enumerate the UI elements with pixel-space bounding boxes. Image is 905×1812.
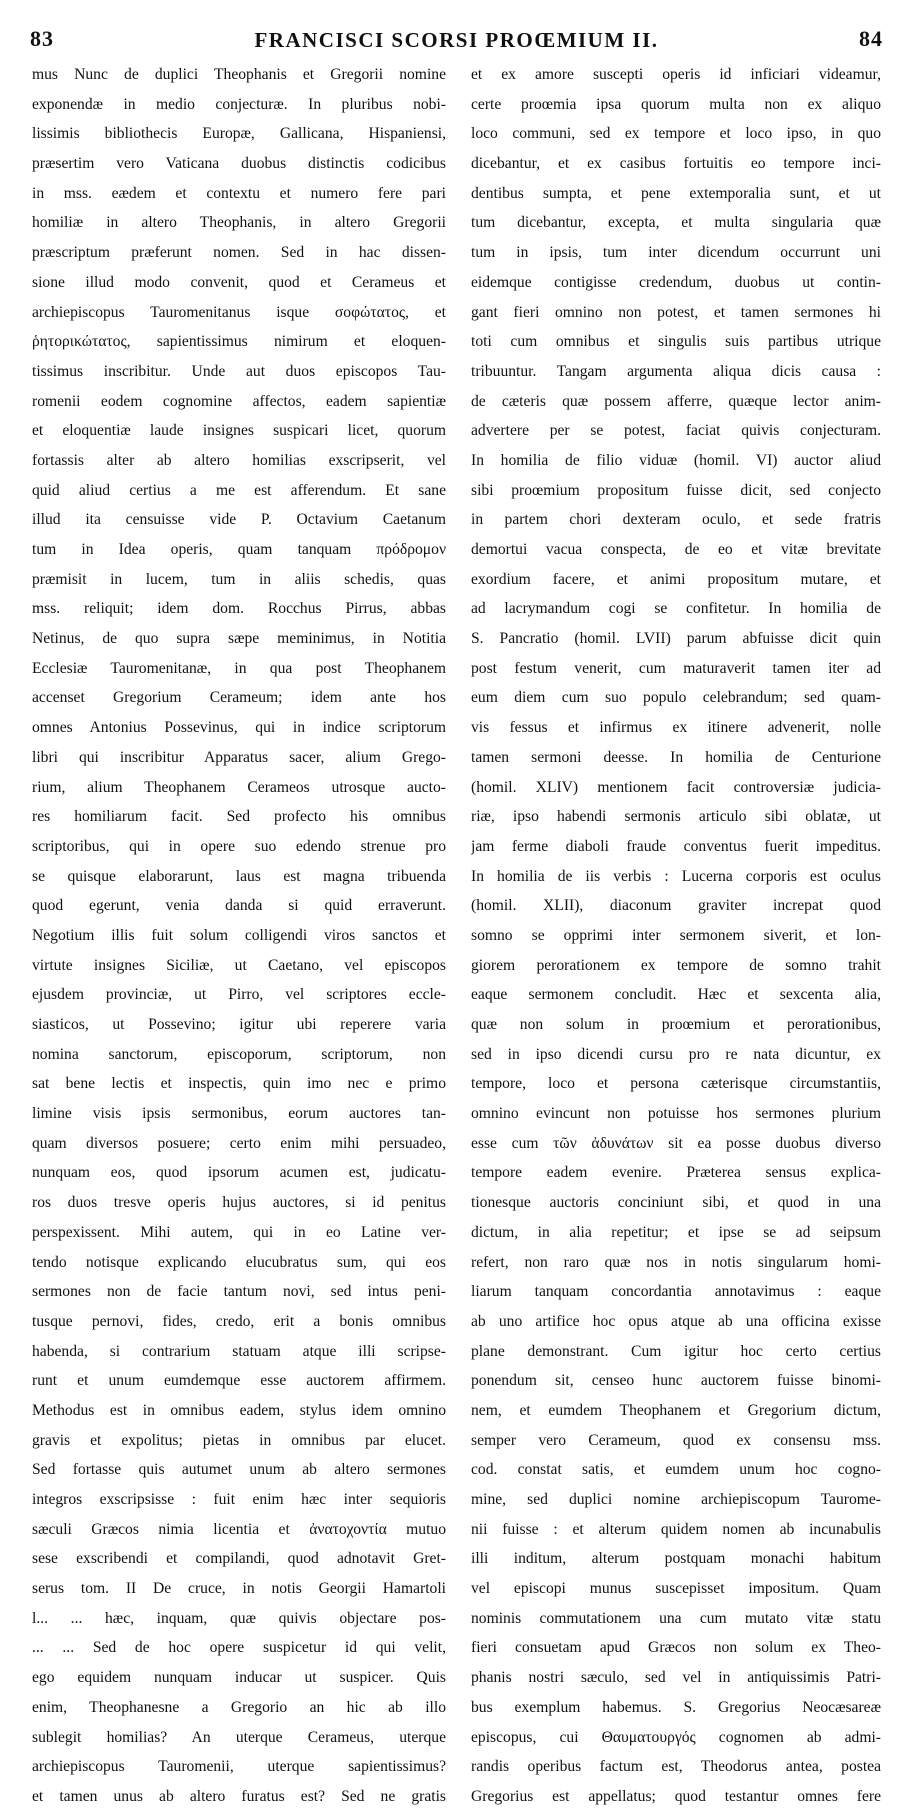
text-line: cod. constat satis, et eumdem unum hoc cogno- <box>471 1461 881 1479</box>
text-line: rium, alium Theophanem Cerameos utrosque aucto- <box>32 778 446 796</box>
text-line: episcopus, cui Θαυματουργός cognomen ab admi- <box>471 1728 881 1746</box>
text-line: randis operibus factum est, Theodorus antea, postea <box>471 1758 881 1776</box>
text-line: vel episcopi munus suscepisset impositum. Quam <box>471 1580 881 1598</box>
text-line: ab uno artifice hoc opus atque ab una officina exisse <box>471 1312 881 1330</box>
text-line: illi inditum, alterum postquam monachi habitum <box>471 1550 881 1568</box>
text-line: res homiliarum facit. Sed profecto his omnibus <box>32 808 446 826</box>
text-line: sublegit homilias? An uterque Cerameus, uterque <box>32 1728 446 1746</box>
text-line: ponendum sit, censeo hunc auctorem fuisse binomi- <box>471 1372 881 1390</box>
text-line: (homil. XLIV) mentionem facit controversiæ judicia- <box>471 778 881 796</box>
page-number-right: 84 <box>859 26 883 51</box>
text-line: lissimis bibliothecis Europæ, Gallicana, Hispaniensi, <box>32 125 446 143</box>
text-line: l... ... hæc, inquam, quæ quivis objectare pos- <box>32 1609 446 1627</box>
text-line: dentibus sumpta, et pene extemporalia sunt, et ut <box>471 184 881 202</box>
text-line: ῥητορικώτατος, sapientissimus nimirum et eloquen- <box>32 333 446 351</box>
text-line: nem, et eumdem Theophanem et Gregorium dictum, <box>471 1401 881 1419</box>
text-line: in partem chori dexteram oculo, et sede fratris <box>471 511 881 529</box>
running-title: FRANCISCI SCORSI PROŒMIUM II. <box>254 28 659 52</box>
text-line: tissimus inscribitur. Unde aut duos episcopos Tau- <box>32 362 446 380</box>
text-line: tum dicebantur, excepta, et multa singularia quæ <box>471 214 881 232</box>
text-line: eum diem cum suo populo celebrandum; sed quam- <box>471 689 881 707</box>
text-line: et tamen unus ab altero furatus est? Sed ne gratis <box>32 1787 446 1805</box>
text-line: In homilia de filio viduæ (homil. VI) auctor aliud <box>471 451 881 469</box>
text-line: quod egerunt, venia danda si quid erraverunt. <box>32 897 446 915</box>
text-line: eaque sermonem concludit. Hæc et sexcenta alia, <box>471 986 881 1004</box>
text-line: tempore, loco et persona cæterisque circumstantiis, <box>471 1075 881 1093</box>
text-line: integros exscripsisse : fuit enim hæc inter sequioris <box>32 1491 446 1508</box>
text-line: sese exscribendi et compilandi, quod adnotavit Gret- <box>32 1550 446 1568</box>
text-line: ego equidem nunquam inducar ut suspicer. Quis <box>32 1669 446 1687</box>
text-line: habenda, si contrarium statuam atque illi scripse- <box>32 1342 446 1360</box>
text-line: ad lacrymandum cogi se confitetur. In homilia de <box>471 600 881 618</box>
text-line: tendo notisque explicando elucubratus sum, qui eos <box>32 1253 446 1271</box>
text-line: tum in ipsis, tum inter dicendum occurrunt uni <box>471 244 881 262</box>
text-line: nunquam eos, quod ipsorum acumen est, judicatu- <box>32 1164 446 1182</box>
text-line: dictum, in alia repetitur; et ipse se ad seipsum <box>471 1223 881 1241</box>
text-line: refert, non raro quæ nos in notis singularum homi- <box>471 1253 881 1271</box>
text-line: fortassis alter ab altero homilias exscripserit, vel <box>32 451 446 469</box>
text-line: quid aliud certius a me est afferendum. Et sane <box>32 481 446 499</box>
text-line: phanis nostri sæculo, sed vel in antiquissimis Patri- <box>471 1669 881 1687</box>
text-line: post festum venerit, cum maturaverit tamen iter ad <box>471 659 881 677</box>
right-column <box>471 60 881 1812</box>
text-line: quæ non solum in proœmium et perorationibus, <box>471 1016 881 1033</box>
text-line: sed in ipso dicendi cursu pro re nata dicuntur, ex <box>471 1045 881 1063</box>
text-line: tempore eadem evenire. Præterea sensus explica- <box>471 1164 881 1182</box>
text-line: enim, Theophanesne a Gregorio an hic ab illo <box>32 1698 446 1716</box>
left-column <box>32 60 446 1812</box>
text-line: tamen sermoni deesse. In homilia de Centurione <box>471 748 881 766</box>
text-line: In homilia de iis verbis : Lucerna corporis est oculus <box>471 867 881 885</box>
text-line: sione illud modo convenit, quod et Cerameus et <box>32 273 446 291</box>
text-line: ros duos tresve operis hujus auctores, si id penitus <box>32 1194 446 1212</box>
text-line: tionesque auctoris conciniunt sibi, et quod in una <box>471 1194 881 1212</box>
text-line: scriptoribus, qui in opere suo edendo strenue pro <box>32 837 446 855</box>
text-line: nii fuisse : et alterum quidem nomen ab incunabulis <box>471 1520 881 1538</box>
text-line: semper vero Cerameum, quod ex consensu mss. <box>471 1431 881 1449</box>
text-line: giorem perorationem ex tempore de somno trahit <box>471 956 881 974</box>
text-line: Methodus est in omnibus eadem, stylus idem omnino <box>32 1401 446 1419</box>
text-line: (homil. XLII), diaconum graviter increpat quod <box>471 897 881 915</box>
text-line: Negotium illis fuit solum colligendi viros sanctos et <box>32 926 446 944</box>
text-line: ... ... Sed de hoc opere suspicetur id qui velit, <box>32 1639 446 1657</box>
text-line: fieri consuetam apud Græcos non solum ex Theo- <box>471 1639 881 1657</box>
text-line: toti cum omnibus et singulis suis partibus utrique <box>471 333 881 351</box>
text-line: tribuuntur. Tangam argumenta aliqua dicis causa : <box>471 362 881 380</box>
text-line: Ecclesiæ Tauromenitanæ, in qua post Theophanem <box>32 659 446 677</box>
text-line: accenset Gregorium Cerameum; idem ante hos <box>32 689 446 707</box>
text-line: præmisit in lucem, tum in aliis schedis, quas <box>32 570 446 588</box>
page-header <box>30 26 883 56</box>
text-line: omnes Antonius Possevinus, qui in indice scriptorum <box>32 719 446 737</box>
text-line: sermones non de facie tantum novi, sed intus peni- <box>32 1283 446 1301</box>
text-line: esse cum τῶν ἀδυνάτων sit ea posse duobus diverso <box>471 1134 881 1152</box>
text-line: exordium facere, et animi propositum mutare, et <box>471 570 881 588</box>
text-line: perspexissent. Mihi autem, qui in eo Latine ver- <box>32 1223 446 1241</box>
text-line: in mss. eædem et contextu et numero fere pari <box>32 184 446 202</box>
text-line: loco communi, sed ex tempore et loco ipso, in quo <box>471 125 881 143</box>
text-line: vis fessus et infirmus ex itinere advenerit, nolle <box>471 719 881 737</box>
text-line: S. Pancratio (homil. LVII) parum abfuisse dicit quin <box>471 630 881 648</box>
text-line: sat bene lectis et inspectis, quin imo nec e primo <box>32 1075 446 1093</box>
text-line: archiepiscopus Tauromenii, uterque sapientissimus? <box>32 1758 446 1776</box>
text-line: serus tom. II De cruce, in notis Georgii Hamartoli <box>32 1580 446 1598</box>
text-line: et ex amore suscepti operis id inficiari videamur, <box>471 66 881 83</box>
text-line: mus Nunc de duplici Theophanis et Gregorii nomine <box>32 66 446 83</box>
text-line: eidemque contigisse credendum, duobus ut contin- <box>471 273 881 291</box>
text-line: dicebantur, et ex casibus fortuitis eo tempore inci- <box>471 155 881 173</box>
text-line: homiliæ in altero Theophanis, in altero Gregorii <box>32 214 446 232</box>
text-line: bus exemplum habemus. S. Gregorius Neocæsareæ <box>471 1698 881 1716</box>
text-line: certe proœmia ipsa quorum multa non ex aliquo <box>471 95 881 113</box>
text-line: mine, sed duplici nomine archiepiscopum Taurome- <box>471 1491 881 1508</box>
text-line: Sed fortasse quis autumet unum ab altero sermones <box>32 1461 446 1479</box>
text-line: virtute insignes Siciliæ, ut Caetano, vel episcopos <box>32 956 446 974</box>
text-line: et eloquentiæ laude insignes suspicari licet, quorum <box>32 422 446 440</box>
text-line: jam ferme diaboli fraude conventus fuerit impeditus. <box>471 837 881 855</box>
text-line: plane demonstrant. Cum igitur hoc certo certius <box>471 1342 881 1360</box>
text-line: nomina sanctorum, episcoporum, scriptorum, non <box>32 1045 446 1063</box>
text-line: somno se opprimi inter sermonem siverit, et lon- <box>471 926 881 944</box>
text-line: romenii eodem cognomine affectos, eadem sapientiæ <box>32 392 446 410</box>
text-line: siasticos, ut Possevino; igitur ubi reperere varia <box>32 1016 446 1033</box>
page-number-left: 83 <box>30 26 54 51</box>
text-line: omnino evincunt non potuisse hos sermones plurium <box>471 1105 881 1123</box>
text-line: sibi proœmium propositum fuisse dicit, sed conjecto <box>471 481 881 499</box>
text-line: gant fieri omnino non potest, et tamen sermones hi <box>471 303 881 321</box>
text-line: sæculi Græcos nimia licentia et ἀνατοχοντία mutuo <box>32 1520 446 1538</box>
text-line: tusque pernovi, fides, credo, erit a bonis omnibus <box>32 1312 446 1330</box>
text-line: se quisque elaborarunt, laus est magna tribuenda <box>32 867 446 885</box>
text-line: mss. reliquit; idem dom. Rocchus Pirrus, abbas <box>32 600 446 618</box>
text-line: exponendæ in medio conjecturæ. In pluribus nobi- <box>32 95 446 113</box>
text-line: nominis commutationem una cum mutato vitæ statu <box>471 1609 881 1627</box>
text-line: quam diversos posuere; certo enim mihi persuadeo, <box>32 1134 446 1152</box>
text-line: liarum tanquam concordantia annotavimus : eaque <box>471 1283 881 1301</box>
text-line: gravis et expolitus; pietas in omnibus par elucet. <box>32 1431 446 1449</box>
text-line: præsertim vero Vaticana duobus distinctis codicibus <box>32 155 446 173</box>
text-line: tum in Idea operis, quam tanquam πρόδρομον <box>32 541 446 558</box>
text-line: de cæteris quæ possem afferre, quæque lector anim- <box>471 392 881 410</box>
text-line: riæ, ipso habendi sermonis articulo sibi oblatæ, ut <box>471 808 881 826</box>
text-line: archiepiscopus Tauromenitanus isque σοφώτατος, et <box>32 303 446 321</box>
text-line: runt et unum eumdemque esse auctorem affirmem. <box>32 1372 446 1390</box>
text-line: limine visis ipsis sermonibus, eorum auctores tan- <box>32 1105 446 1123</box>
text-line: Netinus, de quo supra sæpe meminimus, in Notitia <box>32 630 446 648</box>
text-line: præscriptum præferunt nomen. Sed in hac dissen- <box>32 244 446 262</box>
text-line: Gregorius est appellatus; quod testantur omnes fere <box>471 1787 881 1805</box>
text-line: advertere per se potest, faciat quivis conjecturam. <box>471 422 881 440</box>
text-line: illud ita censuisse vide P. Octavium Caetanum <box>32 511 446 529</box>
text-line: ejusdem provinciæ, ut Pirro, vel scriptores eccle- <box>32 986 446 1004</box>
text-line: demortui vacua conspecta, de eo et vitæ brevitate <box>471 541 881 558</box>
text-line: libri qui inscribitur Apparatus sacer, alium Grego- <box>32 748 446 766</box>
